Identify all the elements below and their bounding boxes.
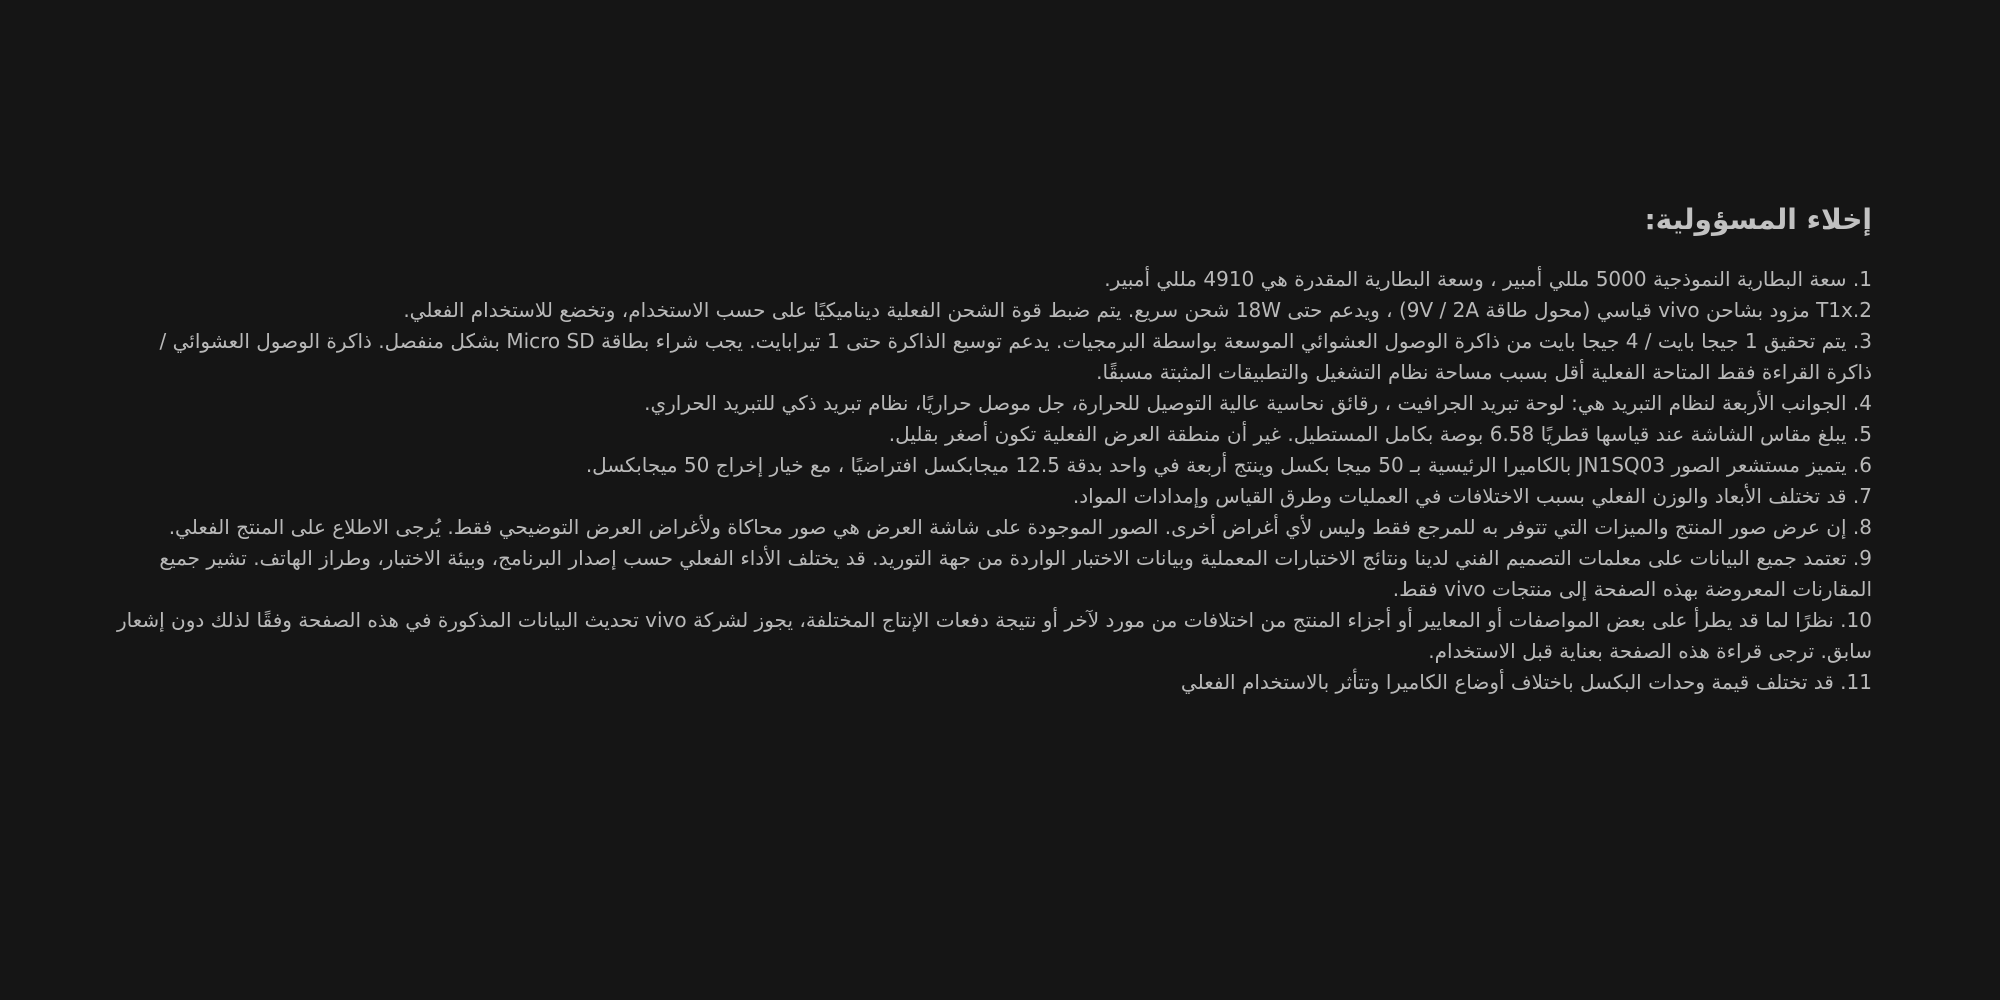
disclaimer-item-camera-sensor: 6. يتميز مستشعر الصور JN1SQ03 بالكاميرا الرئيسية بـ 50 ميجا بكسل وينتج أربعة في واحد بدقة 12.5 ميجابكسل افتراضيًا ، مع خيار إخراج 50 ميجابكسل. [585, 453, 1872, 477]
disclaimer-title: إخلاء المسؤولية: [1644, 203, 1872, 236]
disclaimer-item-images: 8. إن عرض صور المنتج والميزات التي تتوفر به للمرجع فقط وليس لأي أغراض أخرى. الصور الموجودة على شاشة العرض هي صور محاكاة ولأغراض العرض التوضيحي فقط. يُرجى الاطلاع على المنتج الفعلي. [168, 515, 1872, 539]
disclaimer-item-data-source: 9. تعتمد جميع البيانات على معلمات التصميم الفني لدينا ونتائج الاختبارات المعملية وبيانات الاختبار الواردة من جهة التوريد. قد يختلف الأداء الفعلي حسب إصدار البرنامج، وبيئة الاختبار، وطراز الهاتف. تشير جميع المقارنات المعروضة بهذه الصفحة إلى منتجات vivo فقط. [159, 546, 1872, 601]
disclaimer-item-cooling: 4. الجوانب الأربعة لنظام التبريد هي: لوحة تبريد الجرافيت ، رقائق نحاسية عالية التوصيل للحرارة، جل موصل حراريًا، نظام تبريد ذكي للتبريد الحراري. [644, 391, 1872, 415]
disclaimer-item-charger: T1x.2 مزود بشاحن vivo قياسي (محول طاقة 9V / 2A) ، ويدعم حتى 18W شحن سريع. يتم ضبط قوة الشحن الفعلية ديناميكيًا على حسب الاستخدام، وتخضع للاستخدام الفعلي. [403, 298, 1872, 322]
disclaimer-item-specs-update: 10. نظرًا لما قد يطرأ على بعض المواصفات أو المعايير أو أجزاء المنتج من اختلافات من مورد لآخر أو نتيجة دفعات الإنتاج المختلفة، يجوز لشركة vivo تحديث البيانات المذكورة في هذه الصفحة وفقًا لذلك دون إشعار سابق. ترجى قراءة هذه الصفحة بعناية قبل الاستخدام. [116, 608, 1872, 663]
disclaimer-list [112, 264, 1872, 698]
disclaimer-item-screen: 5. يبلغ مقاس الشاشة عند قياسها قطريًا 6.58 بوصة بكامل المستطيل. غير أن منطقة العرض الفعلية تكون أصغر بقليل. [888, 422, 1872, 446]
disclaimer-item-battery: 1. سعة البطارية النموذجية 5000 مللي أمبير ، وسعة البطارية المقدرة هي 4910 مللي أمبير. [1104, 267, 1872, 291]
disclaimer-section [112, 196, 1872, 698]
disclaimer-item-pixel-value: 11. قد تختلف قيمة وحدات البكسل باختلاف أوضاع الكاميرا وتتأثر بالاستخدام الفعلي [1180, 670, 1872, 694]
disclaimer-item-memory: 3. يتم تحقيق 1 جيجا بايت / 4 جيجا بايت من ذاكرة الوصول العشوائي الموسعة بواسطة البرمجيات. يدعم توسيع الذاكرة حتى 1 تيرابايت. يجب شراء بطاقة Micro SD بشكل منفصل. ذاكرة الوصول العشوائي / ذاكرة القراءة فقط المتاحة الفعلية أقل بسبب مساحة نظام التشغيل والتطبيقات المثبتة مسبقًا. [159, 329, 1872, 384]
disclaimer-item-dimensions: 7. قد تختلف الأبعاد والوزن الفعلي بسبب الاختلافات في العمليات وطرق القياس وإمدادات المواد. [1072, 484, 1872, 508]
